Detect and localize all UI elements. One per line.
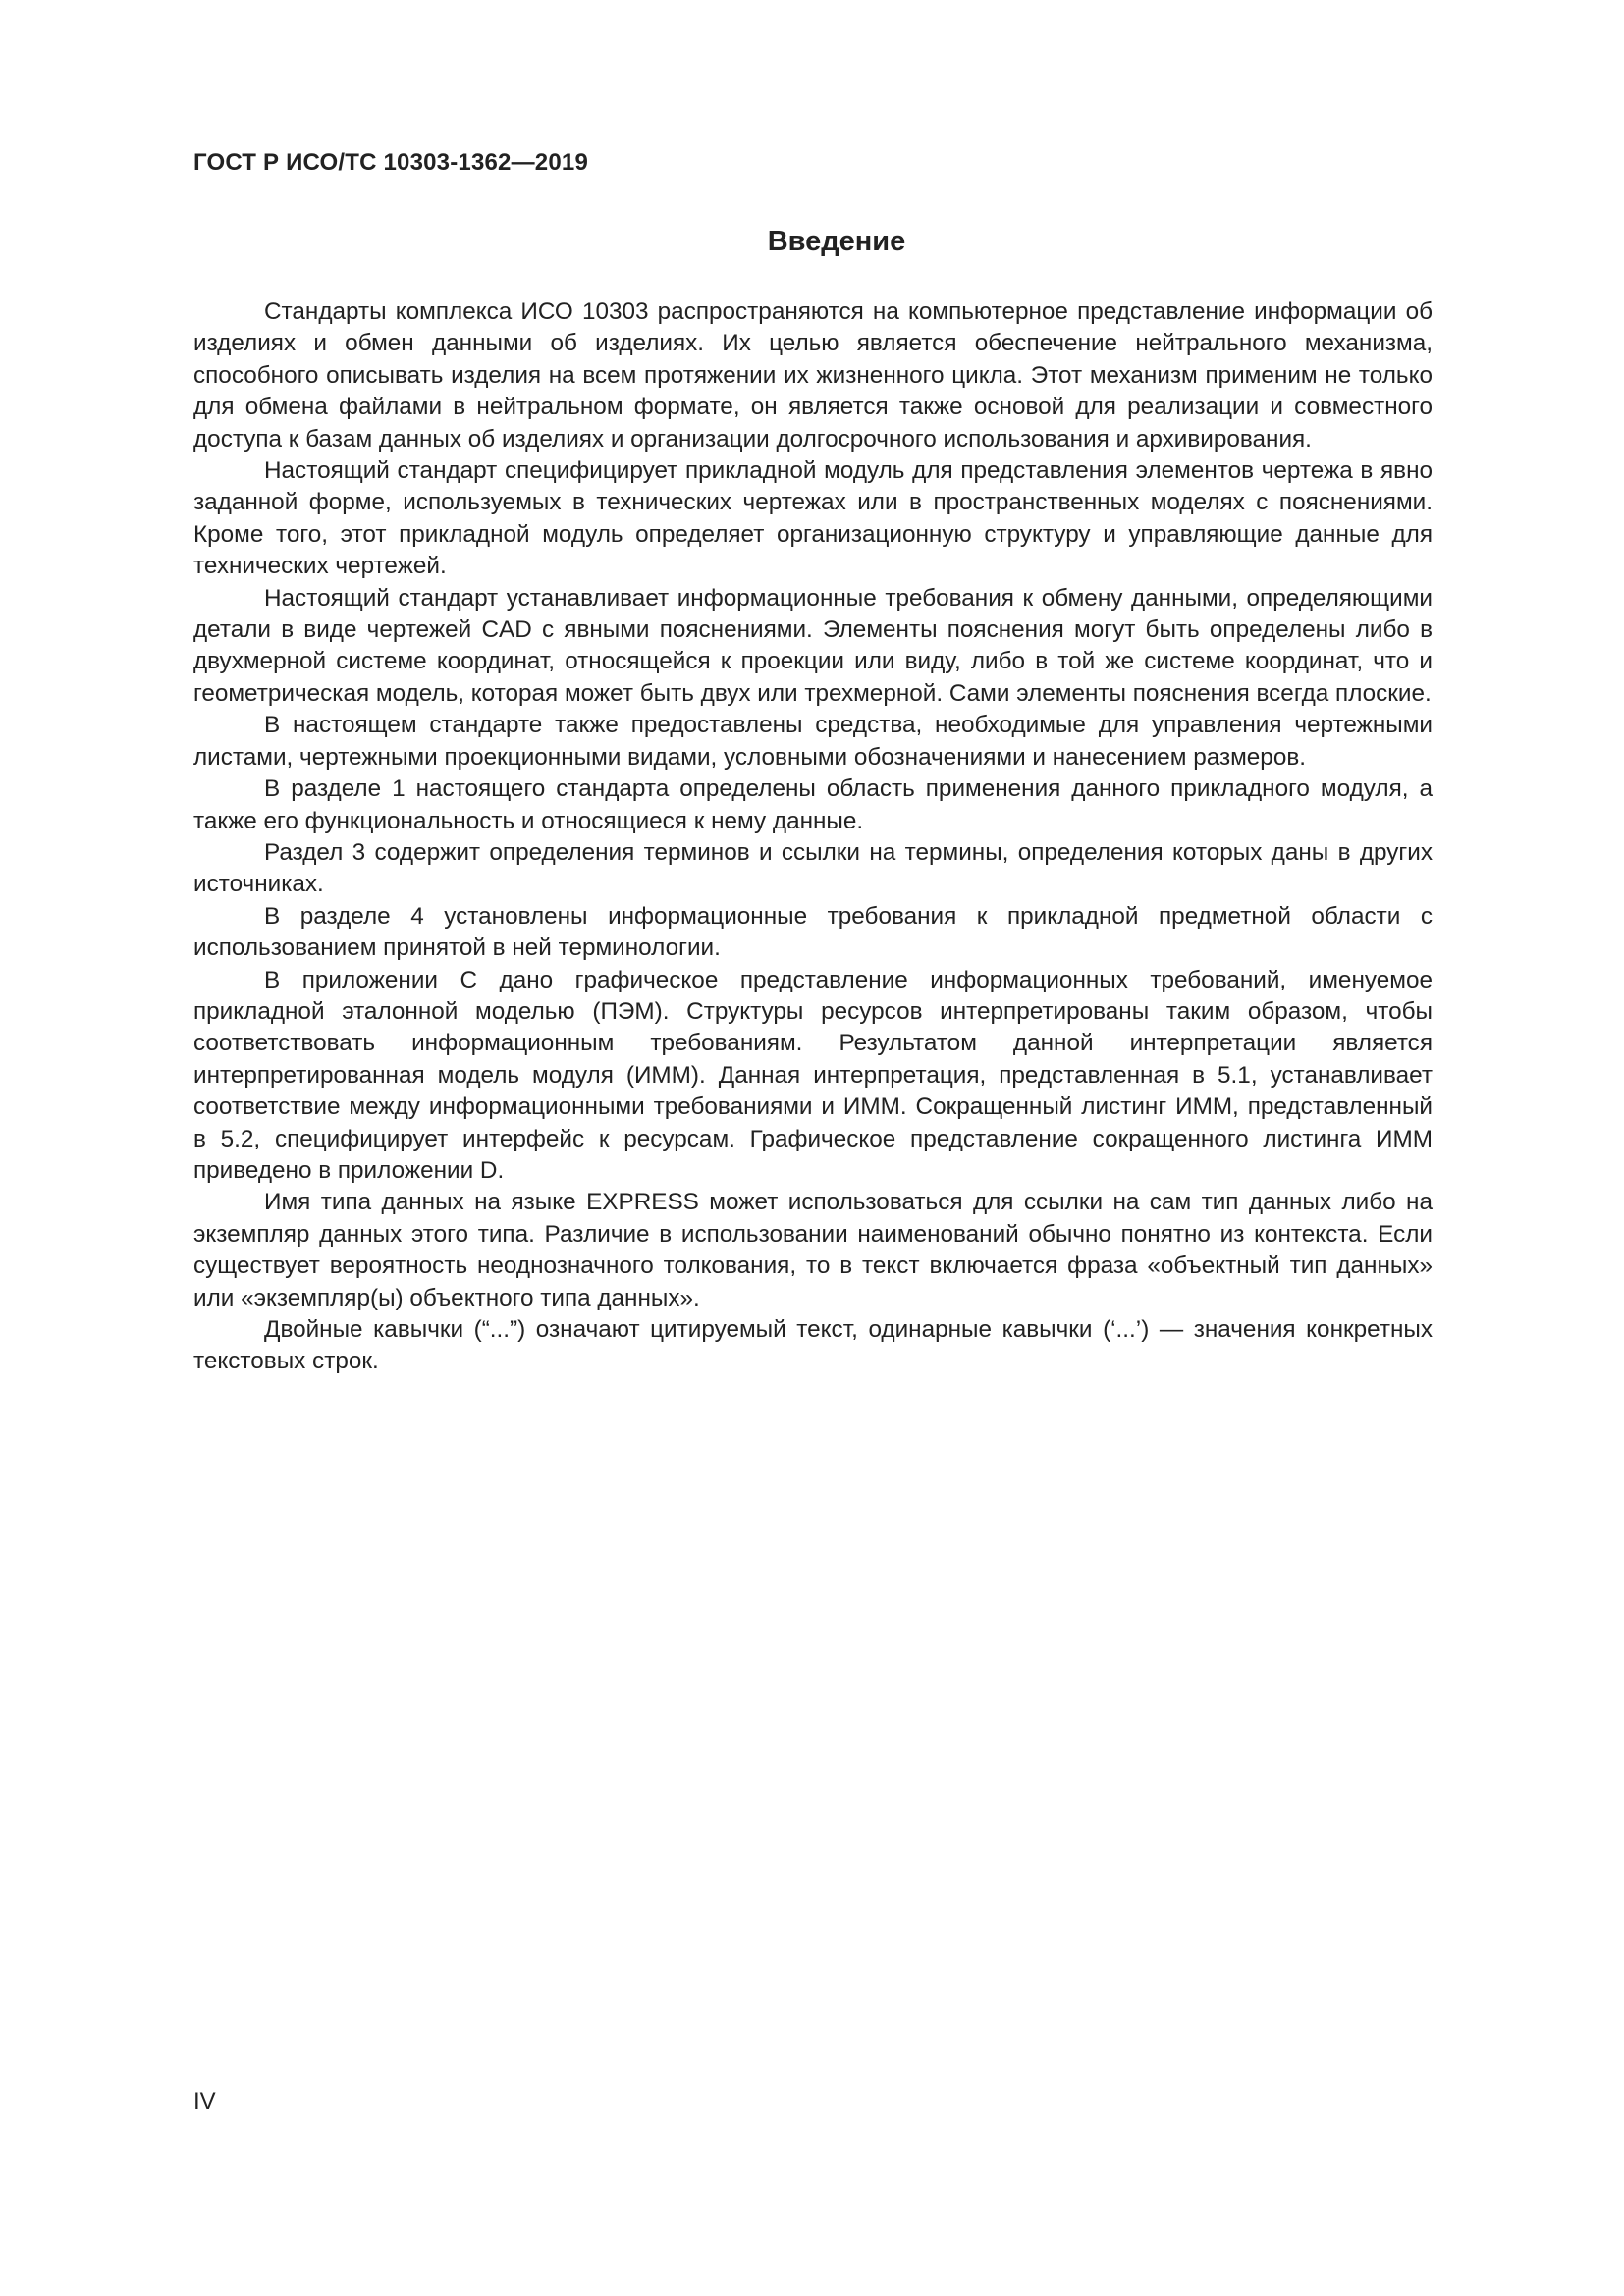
paragraph-10: Двойные кавычки (“...”) означают цитируемый текст, одинарные кавычки (‘...’) — значения конкретных текстовых строк. xyxy=(193,1316,1433,1375)
document-code-header: ГОСТ Р ИСО/ТС 10303-1362—2019 xyxy=(193,149,588,176)
paragraph-7: В разделе 4 установлены информационные требования к прикладной предметной области с использованием принятой в ней терминологии. xyxy=(193,902,1433,962)
paragraph-4: В настоящем стандарте также предоставлены средства, необходимые для управления чертежными листами, чертежными проекционными видами, условными обозначениями и нанесением размеров. xyxy=(193,712,1433,771)
section-title: Введение xyxy=(767,226,906,257)
paragraph-3: Настоящий стандарт устанавливает информационные требования к обмену данными, определяющими детали в виде чертежей CAD с явными пояснениями. Элементы пояснения могут быть определены либо в двухмерной системе координат, относящейся к проекции или виду, либо в той же системе координат, что и геометрическая модель, которая может быть двух или трехмерной. Сами элементы пояснения всегда плоские. xyxy=(193,584,1433,707)
paragraph-1: Стандарты комплекса ИСО 10303 распространяются на компьютерное представление информации об изделиях и обмен данными об изделиях. Их целью является обеспечение нейтрального механизма, способного описывать изделия на всем протяжении их жизненного цикла. Этот механизм применим не только для обмена файлами в нейтральном формате, он является также основой для реализации и совместного доступа к базам данных об изделиях и организации долгосрочного использования и архивирования. xyxy=(193,298,1433,453)
page-number: IV xyxy=(193,2088,216,2114)
introduction-body xyxy=(193,296,1433,1378)
paragraph-8: В приложении C дано графическое представление информационных требований, именуемое прикладной эталонной моделью (ПЭМ). Структуры ресурсов интерпретированы таким образом, чтобы соответствовать информационным требованиям. Результатом данной интерпретации является интерпретированная модель модуля (ИММ). Данная интерпретация, представленная в 5.1, устанавливает соответствие между информационными требованиями и ИММ. Сокращенный листинг ИММ, представленный в 5.2, специфицирует интерфейс к ресурсам. Графическое представление сокращенного листинга ИММ приведено в приложении D. xyxy=(193,966,1433,1184)
paragraph-5: В разделе 1 настоящего стандарта определены область применения данного прикладного модуля, а также его функциональность и относящиеся к нему данные. xyxy=(193,775,1433,834)
paragraph-6: Раздел 3 содержит определения терминов и ссылки на термины, определения которых даны в других источниках. xyxy=(193,838,1433,898)
paragraph-9: Имя типа данных на языке EXPRESS может использоваться для ссылки на сам тип данных либо на экземпляр данных этого типа. Различие в использовании наименований обычно понятно из контекста. Если существует вероятность неоднозначного толкования, то в текст включается фраза «объектный тип данных» или «экземпляр(ы) объектного типа данных». xyxy=(193,1189,1433,1311)
paragraph-2: Настоящий стандарт специфицирует прикладной модуль для представления элементов чертежа в явно заданной форме, используемых в технических чертежах или в пространственных моделях с пояснениями. Кроме того, этот прикладной модуль определяет организационную структуру и управляющие данные для технических чертежей. xyxy=(193,457,1433,580)
